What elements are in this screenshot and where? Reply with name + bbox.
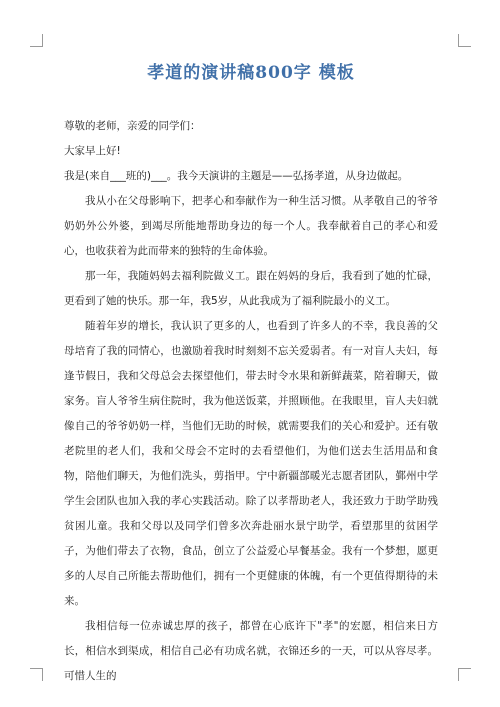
salutation: 尊敬的老师，亲爱的同学们： <box>64 120 201 132</box>
greeting: 大家早上好! <box>64 145 121 157</box>
body-paragraph: 我从小在父母影响下，把孝心和奉献作为一种生活习惯。从孝敬自己的爷爷奶奶外公外婆，到竭尽所能地帮助身边的每一个人。我奉献着自己的孝心和爱心，也收获着为此而带来的独特的生命体验。 <box>64 195 438 257</box>
page-corner-mark-top-right <box>458 34 471 47</box>
body-paragraph: 那一年，我随妈妈去福利院做义工。跟在妈妈的身后，我看到了她的忙碌，更看到了她的快乐。那一年，我5岁，从此我成为了福利院最小的义工。 <box>64 270 438 307</box>
page-corner-mark-bottom-right <box>458 668 471 681</box>
page-corner-mark-top-left <box>30 34 43 47</box>
document-title: 孝道的演讲稿800字 模板 <box>147 63 355 83</box>
body-paragraph: 我相信每一位赤诚忠厚的孩子，都曾在心底许下"孝"的宏愿，相信来日方长，相信水到渠成，相信自己必有功成名就，衣锦还乡的一天，可以从容尽孝。可惜人生的 <box>64 620 438 682</box>
body-paragraph: 随着年岁的增长，我认识了更多的人，也看到了许多人的不幸，我良善的父母培育了我的同情心，也激励着我时时刻刻不忘关爱弱者。有一对盲人夫妇，每逢节假日，我和父母总会去探望他们，带去时令水果和新鲜蔬菜，陪着聊天，做家务。盲人爷爷生病住院时，我为他送饭菜，并照顾他。在我眼里，盲人夫妇就像自己的爷爷奶奶一样，当他们无助的时候，就需要我们的关心和爱护。还有敬老院里的老人们，我和父母会不定时的去看望他们，为他们送去生活用品和食物，陪他们聊天，为他们洗头，剪指甲。宁中新疆部暖光志愿者团队，鄞州中学学生会团队也加入我的孝心实践活动。除了以孝帮助老人，我还致力于助学助残贫困儿童。我和父母以及同学们曾多次奔赴丽水景宁助学，看望那里的贫困学子，为他们带去了衣物，食品，创立了公益爱心早餐基金。我有一个梦想，愿更多的人尽自己所能去帮助他们，拥有一个更健康的体魄，有一个更值得期待的未来。 <box>64 320 438 607</box>
document-page <box>64 58 438 689</box>
page-corner-mark-bottom-left <box>30 668 43 681</box>
intro-paragraph: 我是(来自___班的)___。我今天演讲的主题是——弘扬孝道，从身边做起。 <box>64 170 409 182</box>
